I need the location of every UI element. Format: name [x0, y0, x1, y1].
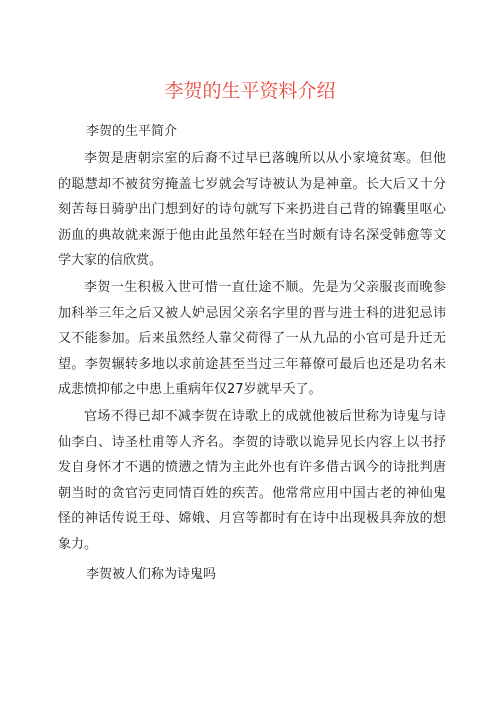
paragraph-text: 李贺一生积极入世可惜一直仕途不顺。先是为父亲服丧而晚参加科举三年之后又被人妒忌因父亲名字里的晋与进士科的进犯忌讳又不能参加。后来虽然经人靠父荷得了一从九品的小官可是升迁无望。李贺辗转多地以求前途甚至当过三年幕僚可最后也还是功名未成悲愤抑郁之中患上重病年仅27岁就早夭了。 — [58, 280, 446, 397]
paragraph-text: 李贺是唐朝宗室的后裔不过早已落魄所以从小家境贫寒。但他的聪慧却不被贫穷掩盖七岁就会写诗被认为是神童。长大后又十分刻苦每日骑驴出门想到好的诗句就写下来扔进自己背的锦囊里呕心沥血的典故就来源于他由此虽然年轻在当时颇有诗名深受韩愈等文学大家的信欣赏。 — [58, 151, 446, 268]
paragraph-2 — [58, 275, 446, 403]
section-heading-biography: 李贺的生平简介 — [86, 124, 178, 139]
paragraph-1 — [58, 146, 446, 274]
page-title: 李贺的生平资料介绍 — [164, 79, 336, 102]
paragraph-text: 官场不得已却不减李贺在诗歌上的成就他被后世称为诗鬼与诗仙李白、诗圣杜甫等人齐名。李贺的诗歌以诡异见长内容上以书抒发自身怀才不遇的愤懑之情为主此外也有许多借古讽今的诗批判唐朝当时的贪官污吏同情百姓的疾苦。他常常应用中国古老的神仙鬼怪的神话传说王母、嫦娥、月宫等都时有在诗中出现极具奔放的想象力。 — [58, 409, 446, 552]
section-heading-poet-ghost: 李贺被人们称为诗鬼吗 — [86, 567, 217, 582]
paragraph-3 — [58, 404, 446, 557]
